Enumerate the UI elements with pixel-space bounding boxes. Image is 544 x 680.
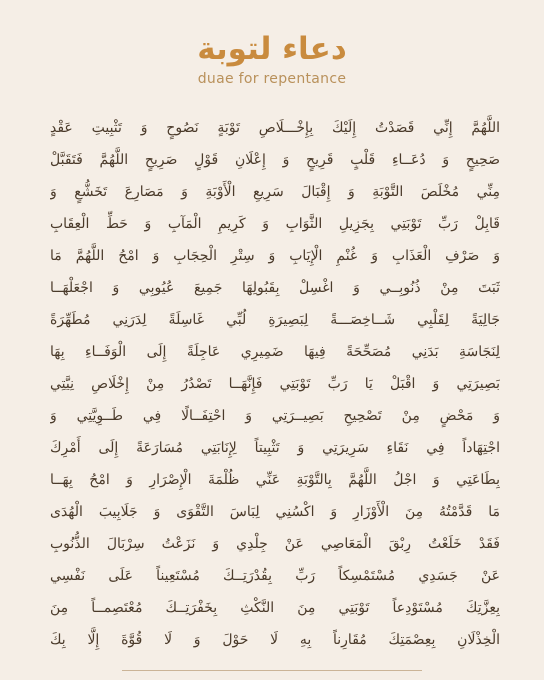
- prayer-line: اجْتِهَاداً فِي نَقَاءِ سَرِيرَتِي وَ تَثْبِيتاً لِإِنَابَتِي مُسَارَعَةً إِلَى أَمْرِكَ: [50, 440, 500, 456]
- prayer-line: الْخِذْلَانِ بِعِصْمَتِكَ مُقَارِناً بِهِ لَا حَوْلَ وَ لَا قُوَّةَ إِلَّا بِكَ: [50, 632, 500, 648]
- prayer-line: مِنِّي مُخْلَصَ التَّوْبَةِ وَ إِقْبَالَ سَرِيعِ الْأَوْبَةِ وَ مَصَارِعَ تَخَشُّعٍ وَ: [50, 184, 500, 200]
- prayer-line: بِطَاعَتِي وَ اجْلُ اللَّهُمَّ بِالتَّوْبَةِ عَنِّي ظُلْمَةَ الْإِصْرَارِ وَ امْحُ بِهَــا: [50, 472, 500, 488]
- prayer-line: لِنَجَاسَةِ بَدَنِي مُصَحِّحَةً فِيهَا ضَمِيرِي عَاجِلَةً إِلَى الْوَفَــاءِ بِهَا: [50, 344, 500, 360]
- bottom-divider: [122, 670, 422, 671]
- prayer-line: بِعِزَّتِكَ مُسْتَوْدِعاً تَوْبَتِي مِنَ النَّكْثِ بِخَفْرَتِــكَ مُعْتَصِمــاً مِنَ: [50, 600, 500, 616]
- prayer-line: وَ مَحْضٍ مِنْ تَصْحِيحِ بَصِيــرَتِي وَ احْتِفَــالًا فِي طَــوِيَّتِي وَ: [50, 408, 500, 424]
- prayer-line: مَا قَدَّمْتُهُ مِنَ الْأَوْزَارِ وَ اكْسُنِي لِبَاسَ التَّقْوَى وَ جَلَابِيبَ الْهُدَى: [50, 504, 500, 520]
- prayer-line: اللَّهُمَّ إِنِّي قَصَدْتُ إِلَيْكَ بِإِخْـــلَاصِ تَوْبَةٍ نَصُوحٍ وَ تَثْبِيتِ عَقْدٍ: [50, 120, 500, 136]
- prayer-line: وَ صَرْفِ الْعَذَابِ وَ غُنْمِ الْإِيَابِ وَ سِتْرِ الْحِجَابِ وَ امْحُ اللَّهُمَّ مَا: [50, 248, 500, 264]
- prayer-line: فَقَدْ خَلَعْتُ رِبْقَ الْمَعَاصِي عَنْ جِلْدِي وَ نَزَعْتُ سِرْبَالَ الذُّنُوبِ: [50, 536, 500, 552]
- prayer-line: قَابِلْ رَبِّ تَوْبَتِي بِجَزِيلِ الثَّوَابِ وَ كَرِيمِ الْمَآبِ وَ حَطِّ الْعِقَابِ: [50, 216, 500, 232]
- prayer-text: [50, 112, 500, 656]
- prayer-line: عَنْ جَسَدِي مُسْتَمْسِكاً رَبِّ بِقُدْرَتِــكَ مُسْتَعِيناً عَلَى نَفْسِي: [50, 568, 500, 584]
- prayer-line: جَالِيَةً لِقَلْبِي شَــاخِصَـــةً لِبَصِيرَةِ لُبِّي غَاسِلَةً لِدَرَنِي مُطَهِّرَةً: [50, 312, 500, 328]
- title-arabic: دعاء لتوبة: [197, 31, 347, 67]
- header: [0, 30, 544, 88]
- prayer-line: صَحِيحٍ وَ دُعَــاءِ قَلْبٍ قَرِيحٍ وَ إِعْلَانِ قَوْلٍ صَرِيحٍ اللَّهُمَّ فَتَقَبَّلْ: [50, 152, 500, 168]
- prayer-line: بَصِيرَتِي وَ اقْبَلْ يَا رَبِّ تَوْبَتِي فَإِنَّهَــا تَصْدُرُ مِنْ إِخْلَاصِ نِيَّتِي: [50, 376, 500, 392]
- title-english: duae for repentance: [197, 71, 347, 87]
- prayer-line: ثَبَتَ مِنْ ذُنُوبِــي وَ اغْسِلْ بِقَبُولِهَا جَمِيعَ عُيُوبِي وَ اجْعَلْهَــا: [50, 280, 500, 296]
